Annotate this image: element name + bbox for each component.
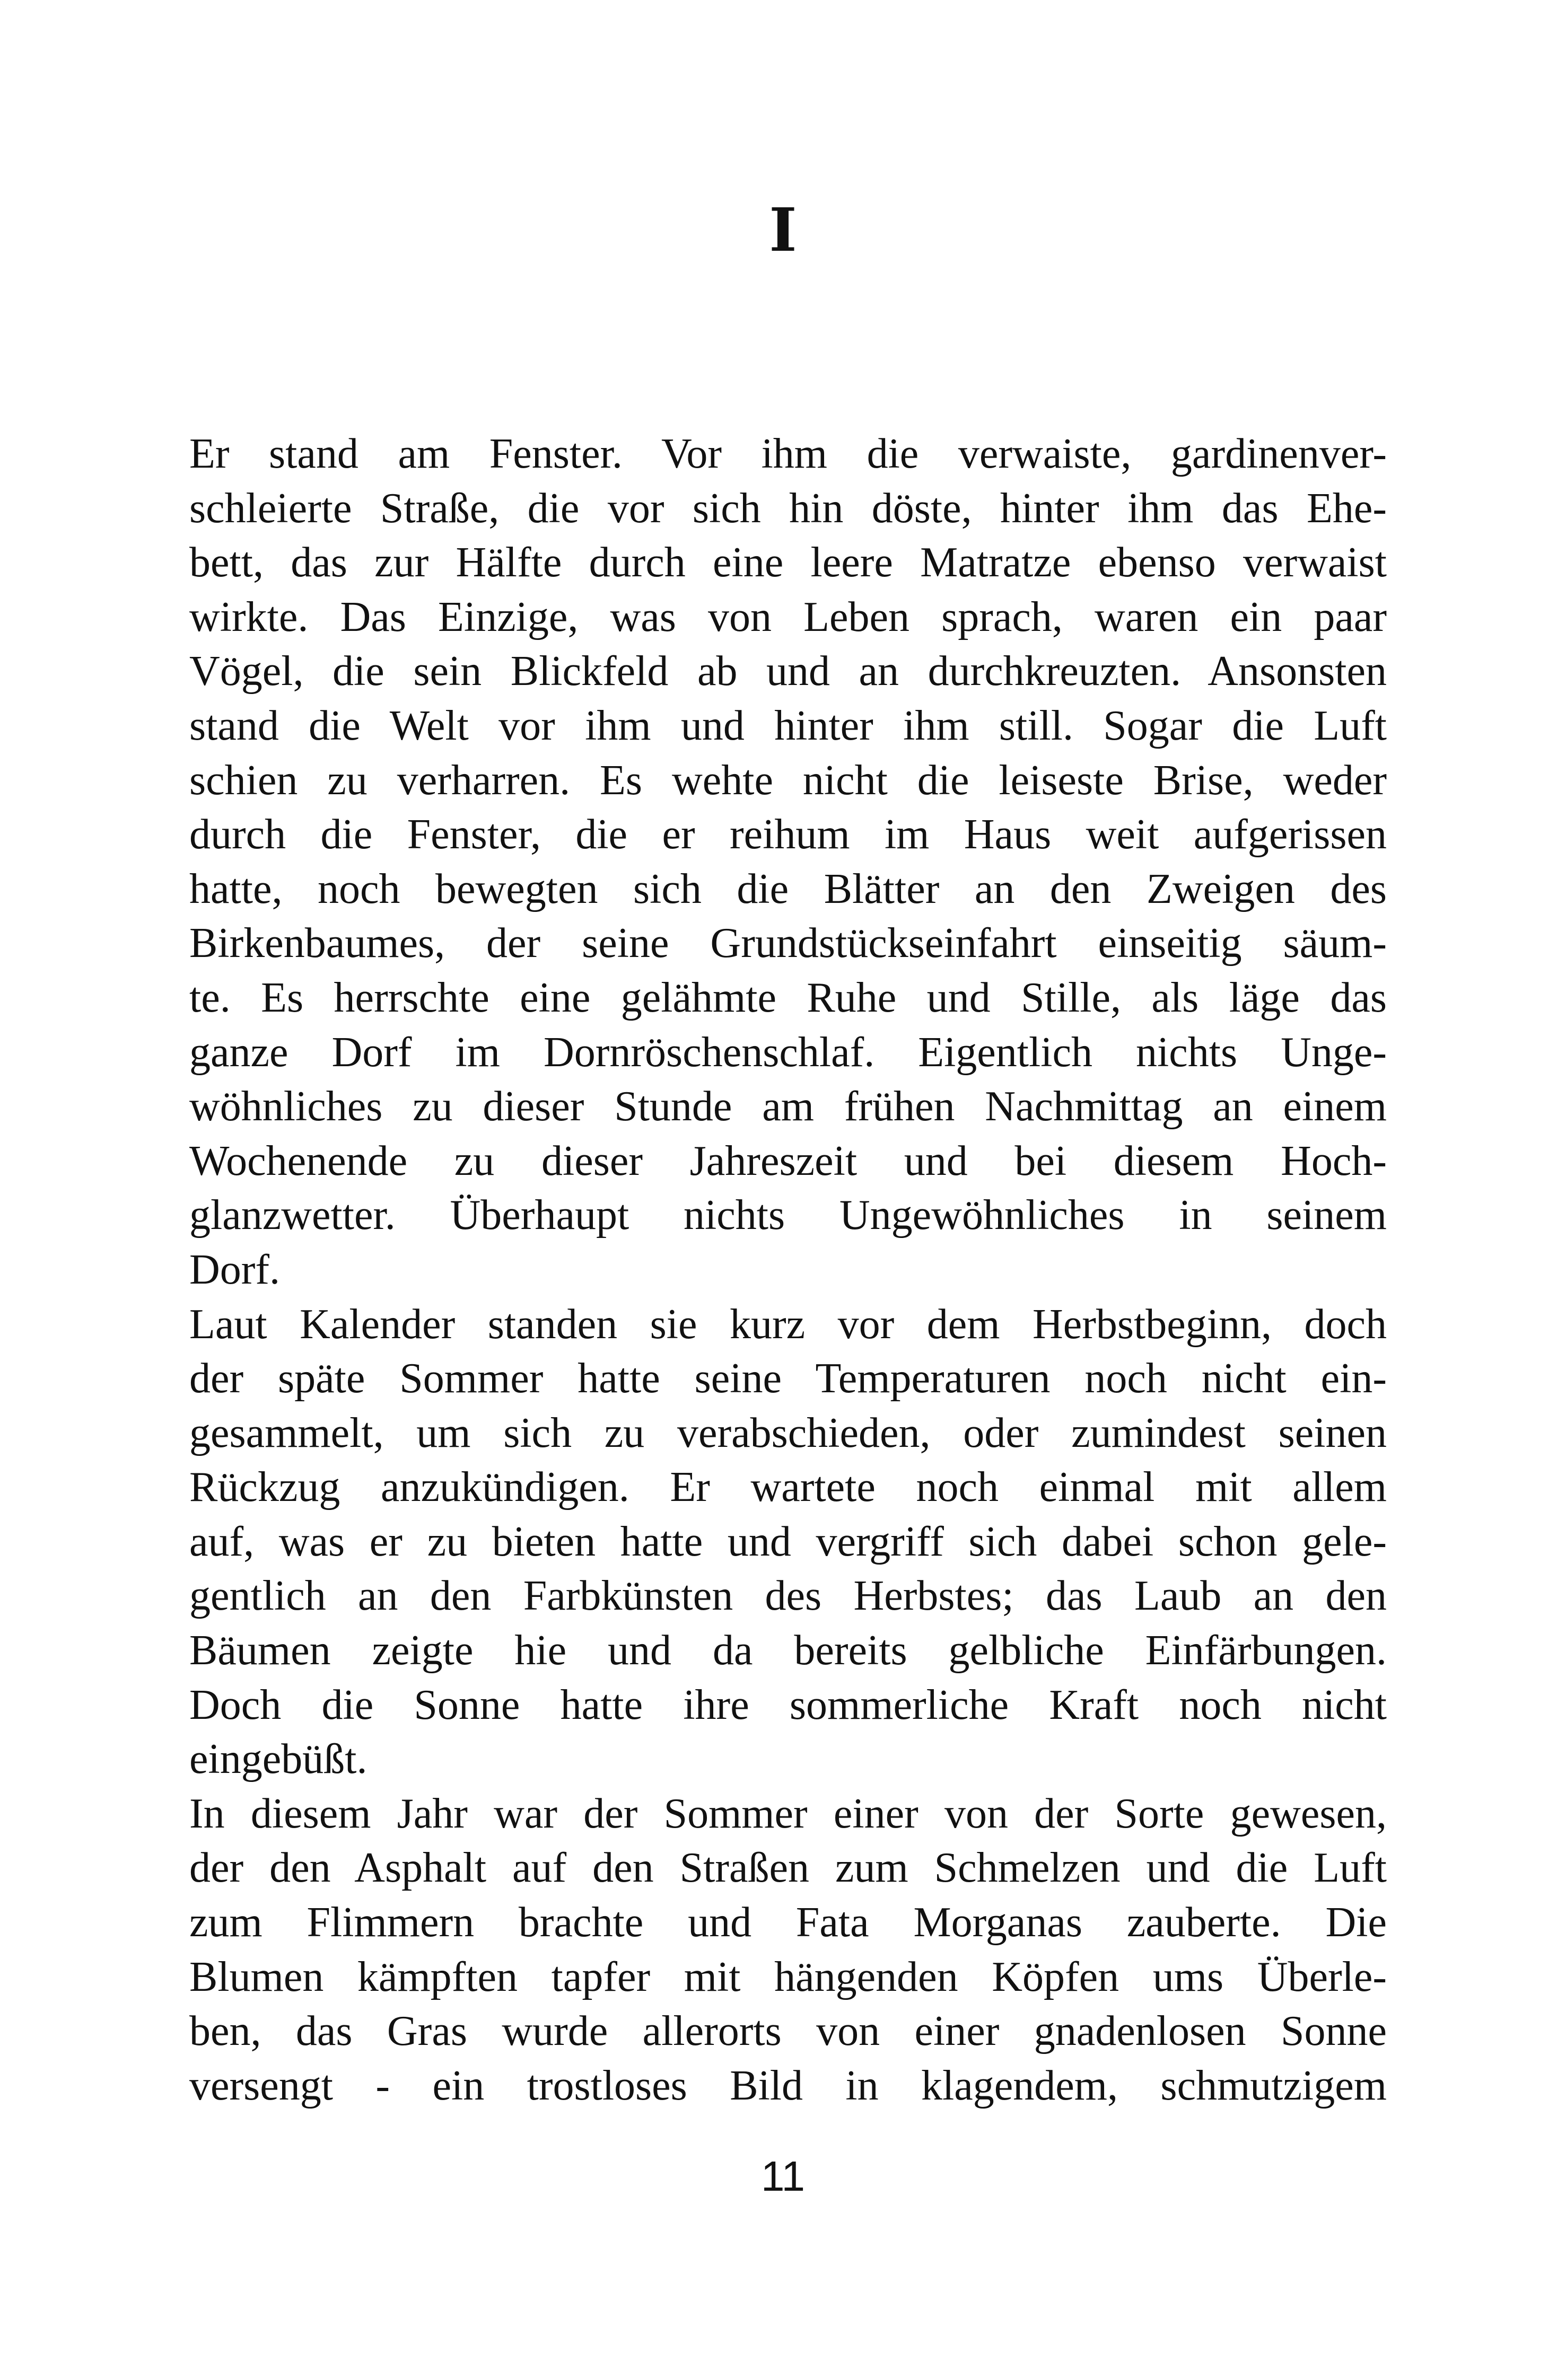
paragraph bbox=[189, 427, 1387, 1297]
chapter-title: I bbox=[769, 196, 797, 265]
text-line: gesammelt, um sich zu verabschieden, oder zumindest seinen bbox=[189, 1409, 1387, 1456]
body-text bbox=[189, 427, 1387, 2113]
text-line: auf, was er zu bieten hatte und vergriff sich dabei schon gele- bbox=[189, 1518, 1387, 1565]
text-line: Doch die Sonne hatte ihre sommerliche Kraft noch nicht bbox=[189, 1681, 1387, 1728]
text-line: zum Flimmern brachte und Fata Morganas zauberte. Die bbox=[189, 1899, 1387, 1946]
text-line: wöhnliches zu dieser Stunde am frühen Nachmittag an einem bbox=[189, 1083, 1387, 1130]
text-line: Birkenbaumes, der seine Grundstückseinfahrt einseitig säum- bbox=[189, 920, 1387, 967]
text-line: Blumen kämpften tapfer mit hängenden Köpfen ums Überle- bbox=[189, 1953, 1387, 2000]
text-line: Laut Kalender standen sie kurz vor dem Herbstbeginn, doch bbox=[189, 1301, 1387, 1348]
text-line: durch die Fenster, die er reihum im Haus weit aufgerissen bbox=[189, 811, 1387, 858]
paragraph bbox=[189, 1787, 1387, 2113]
text-line: te. Es herrschte eine gelähmte Ruhe und Stille, als läge das bbox=[189, 974, 1387, 1021]
text-line: der späte Sommer hatte seine Temperaturen noch nicht ein- bbox=[189, 1355, 1387, 1402]
text-line: eingebüßt. bbox=[189, 1736, 368, 1783]
text-line: gentlich an den Farbkünsten des Herbstes; das Laub an den bbox=[189, 1573, 1387, 1620]
text-line: Er stand am Fenster. Vor ihm die verwaiste, gardinenver- bbox=[189, 431, 1387, 477]
text-line: schleierte Straße, die vor sich hin döste, hinter ihm das Ehe- bbox=[189, 485, 1387, 532]
text-line: Dorf. bbox=[189, 1246, 281, 1293]
text-line: ganze Dorf im Dornröschenschlaf. Eigentlich nichts Unge- bbox=[189, 1029, 1387, 1076]
text-line: schien zu verharren. Es wehte nicht die leiseste Brise, weder bbox=[189, 757, 1387, 804]
text-line: versengt - ein trostloses Bild in klagendem, schmutzigem bbox=[189, 2062, 1387, 2109]
text-line: Vögel, die sein Blickfeld ab und an durchkreuzten. Ansonsten bbox=[189, 648, 1387, 695]
text-line: In diesem Jahr war der Sommer einer von der Sorte gewesen, bbox=[189, 1790, 1387, 1837]
text-line: glanzwetter. Überhaupt nichts Ungewöhnliches in seinem bbox=[189, 1192, 1387, 1239]
text-line: stand die Welt vor ihm und hinter ihm still. Sogar die Luft bbox=[189, 702, 1387, 749]
text-line: bett, das zur Hälfte durch eine leere Matratze ebenso verwaist bbox=[189, 539, 1387, 586]
text-line: hatte, noch bewegten sich die Blätter an den Zweigen des bbox=[189, 865, 1387, 912]
text-line: Rückzug anzukündigen. Er wartete noch einmal mit allem bbox=[189, 1464, 1387, 1511]
page-number: 11 bbox=[760, 2153, 806, 2200]
text-line: wirkte. Das Einzige, was von Leben sprach, waren ein paar bbox=[189, 593, 1387, 640]
text-line: ben, das Gras wurde allerorts von einer gnadenlosen Sonne bbox=[189, 2008, 1387, 2055]
paragraph bbox=[189, 1297, 1387, 1787]
text-line: Wochenende zu dieser Jahreszeit und bei diesem Hoch- bbox=[189, 1137, 1387, 1184]
text-line: Bäumen zeigte hie und da bereits gelbliche Einfärbungen. bbox=[189, 1627, 1387, 1674]
text-line: der den Asphalt auf den Straßen zum Schmelzen und die Luft bbox=[189, 1845, 1387, 1892]
